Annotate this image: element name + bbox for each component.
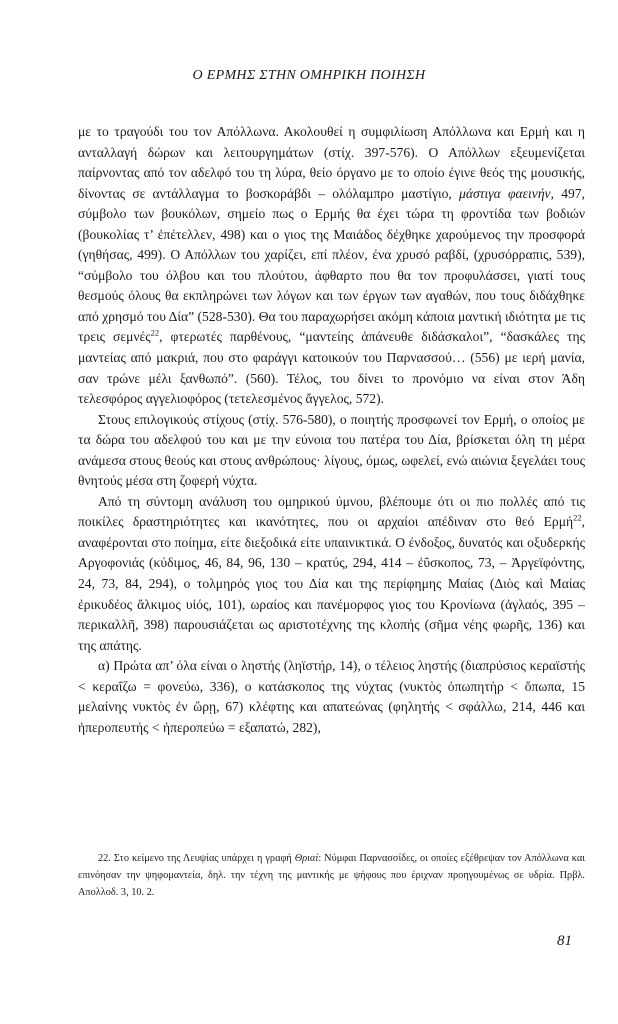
paragraph-2	[78, 410, 585, 492]
paragraph-3-text-a: Από τη σύντομη ανάλυση του ομηρικού ύμνου, βλέπουμε ότι οι πιο πολλές από τις ποικίλες δραστηριότητες και ικανότητες, που οι αρχαίοι απέδιναν στο θεό Ερμή	[78, 493, 585, 530]
footnote-22	[78, 850, 585, 901]
footnote-reference: 22	[150, 327, 160, 338]
footnotes	[78, 850, 585, 901]
main-text	[78, 122, 585, 738]
page-number: 81	[557, 933, 572, 949]
paragraph-1	[78, 122, 585, 410]
paragraph-1-text-a: με το τραγούδι του τον Απόλλωνα. Ακολουθεί η συμφιλίωση Απόλλωνα και Ερμή και η ανταλλαγή δώρων και λειτουργημάτων (στίχ. 397-576). Ο Απόλλων εξευμενίζεται παίρνοντας από τον αδελφό του τη λύρα, θείο όργανο με το οποίο έγινε θεός της μουσικής, δίνοντας σε αντάλλαγμα το βοσκοράβδι – ολόλαμπρο μαστίγιο,	[78, 124, 585, 201]
footnote-22-text-b: : Νύμφαι Παρνασσίδες, οι οποίες εξέθρεψαν τον Απόλλωνα και επινόησαν την ψηφομαντεία, δηλ. την τέχνη της μαντικής με ψήφους που έριχναν προηγουμένως σε υδρία. Πρβλ. Απολλοδ. 3, 10. 2.	[78, 853, 585, 898]
footnote-22-emphasis: Θριαί	[294, 853, 319, 864]
paragraph-1-text-b: , 497, σύμβολο των βουκόλων, σημείο πως ο Ερμής θα έχει τώρα τη φροντίδα των βοδιών (βουκολίας τ’ ἐπέτελλεν, 498) και ο γιος της Μαιάδος δέχθηκε χαρούμενος την προσφορά (γηθήσας, 499). Ο Απόλλων του χαρίζει, επί πλέον, ένα χρυσό ραβδί, (χρυσόρραπις, 539), “σύμβολο του όλβου και του πλούτου, άφθαρτο που θα τον προφυλάσσει, γιατί τους θεσμούς όλους θα εκπληρώνει των λόγων και των έργων των αγαθών, που τους διδάχθηκε από χρησμό του Δία” (528-530). Θα του παραχωρήσει ακόμη κάποια μαντική ιδιότητα με τις τρεις σεμνές	[78, 185, 585, 345]
paragraph-4-text: α) Πρώτα απ’ όλα είναι ο ληστής (ληϊστήρ, 14), ο τέλειος ληστής (διαπρύσιος κεραϊστής < κεραΐζω = φονεύω, 336), ο κατάσκοπος της νύχτας (νυκτὸς ὀπωπητὴρ < ὄπωπα, 15 μελαίνης νυκτὸς ἐν ὥρῃ, 67) κλέφτης και απατεώνας (φηλητής < σφάλλω, 214, 446 και ἠπεροπευτής < ἠπεροπεύω = εξαπατώ, 282),	[78, 658, 585, 735]
paragraph-2-text: Στους επιλογικούς στίχους (στίχ. 576-580), ο ποιητής προσφωνεί τον Ερμή, ο οποίος με τα δώρα του αδελφού του και με την εύνοια του πατέρα του Δία, βρίσκεται όλη τη μέρα ανάμεσα στους θεούς και στους ανθρώπους· λίγους, όμως, ωφελεί, ενώ αιώνια ξεγελάει τους θνητούς μέσα στη ζοφερή νύχτα.	[78, 411, 585, 489]
footnote-22-text-a: 22. Στο κείμενο της Λευψίας υπάρχει η γραφή	[98, 853, 295, 864]
paragraph-4	[78, 656, 585, 738]
running-title: Ο ΕΡΜΗΣ ΣΤΗΝ ΟΜΗΡΙΚΗ ΠΟΙΗΣΗ	[192, 68, 426, 83]
paragraph-3-text-b: , αναφέρονται στο ποίημα, είτε διεξοδικά είτε υπαινικτικά. Ο ένδοξος, δυνατός και οξυδερκής Αργοφονιάς (κύδιμος, 46, 84, 96, 130 – κρατύς, 294, 414 – ἐΰσκοπος, 73, – Ἀργεϊφόντης, 24, 73, 84, 294), ο τολμηρός γιος του Δία και της περίφημης Μαίας (Διὸς καὶ Μαίας ἐρικυδέος ἄλκιμος υἱός, 101), ωραίος και πανέμορφος γιος του Κρονίωνα (ἀγλαός, 395 – περικαλλῆ, 398) παρουσιάζεται ως αριστοτέχνης της κλοπής (σῆμα νέης φωρῆς, 136) και της απάτης.	[78, 514, 585, 653]
paragraph-3	[78, 492, 585, 656]
paragraph-1-text-c: , φτερωτές παρθένους, “μαντείης ἀπάνευθε διδάσκαλοι”, “δασκάλες της μαντείας από μακριά, που στο φαράγγι κατοικούν του Παρνασσού… (556) με ιερή μανία, σαν τρώνε μέλι ξανθωπό”. (560). Τέλος, του δίνει το προνόμιο να είναι στον Άδη τελεσφόρος αγγελιοφόρος (τετελεσμένος ἄγγελος, 572).	[78, 329, 585, 407]
paragraph-1-emphasis: μάστιγα φαεινήν	[459, 185, 551, 201]
footnote-reference: 22	[573, 512, 582, 523]
